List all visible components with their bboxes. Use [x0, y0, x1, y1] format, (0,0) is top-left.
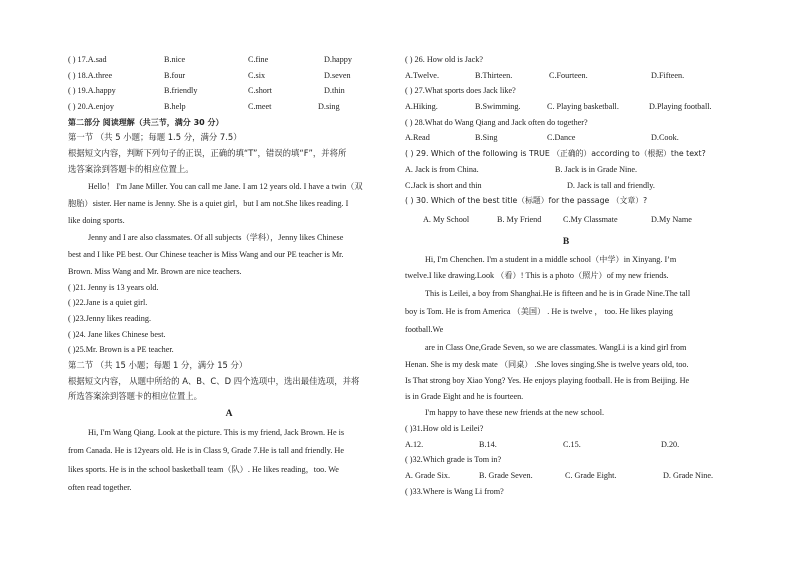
tf-question-22: ( )22.Jane is a quiet girl.: [68, 298, 148, 308]
q28-option-a: A.Read: [405, 133, 430, 143]
tf-question-23: ( )23.Jenny likes reading.: [68, 313, 151, 323]
right-column: [405, 52, 727, 499]
q29-option-b: B. Jack is in Grade Nine.: [555, 164, 638, 174]
q29-stem: ( ) 29. Which of the following is TRUE （正确的）according to（根据）the text?: [405, 149, 706, 159]
q19-stem: ( ) 19.A.happy: [68, 86, 116, 96]
tf-question-24: ( )24. Jane likes Chinese best.: [68, 329, 166, 339]
q31-option-d: D.20.: [661, 439, 680, 449]
passage1b-line-2: best and I like PE best. Our Chinese teacher is Miss Wang and our PE teacher is Mr.: [68, 249, 344, 259]
q32-option-b: B. Grade Seven.: [479, 470, 533, 480]
q27-options: [405, 99, 727, 115]
passage-a-line-3: likes sports. He is in the school basketball team（队）. He likes reading，too. We: [68, 464, 339, 474]
q31-options: [405, 437, 727, 453]
passage-b3-line-4: is in Grade Eight and he is fourteen.: [405, 391, 524, 401]
tf-question-25: ( )25.Mr. Brown is a PE teacher.: [68, 345, 174, 355]
passage-b-label: B: [562, 236, 570, 247]
q17-option-d: D.happy: [324, 55, 352, 64]
section1-instruction-2: 选答案涂到答题卡的相应位置上。: [68, 163, 194, 174]
q30-stem: ( ) 30. Which of the best title（标题）for the passage （文章）?: [405, 196, 648, 206]
q20-stem: ( ) 20.A.enjoy: [68, 102, 114, 112]
passage-b2-line-1: This is Leilei, a boy from Shanghai.He is fifteen and he is in Grade Nine.The tall: [425, 288, 691, 298]
q32-option-d: D. Grade Nine.: [663, 470, 714, 480]
section2-instruction-2: 所选答案涂到答题卡的相应位置上。: [68, 391, 202, 402]
left-column: [68, 52, 390, 498]
q17-option-c: C.fine: [248, 55, 269, 64]
q27-option-b: B.Swimming.: [475, 102, 521, 112]
passage-a-label: A: [225, 409, 233, 419]
q29-options-ab: [405, 162, 727, 178]
q28-option-c: C.Dance: [547, 133, 576, 143]
question-17: [68, 52, 390, 68]
q30-option-c: C.My Classmate: [563, 214, 618, 224]
q30-option-b: B. My Friend: [497, 214, 542, 224]
question-19: [68, 83, 390, 99]
q31-option-a: A.12.: [405, 439, 424, 449]
passage-a-line-2: from Canada. He is 12years old. He is in Class 9, Grade 7.He is tall and friendly. He: [68, 446, 344, 455]
passage-a-line-1: Hi, I'm Wang Qiang. Look at the picture. This is my friend, Jack Brown. He is: [88, 427, 345, 437]
q28-stem: ( ) 28.What do Wang Qiang and Jack often do together?: [405, 117, 588, 127]
q32-option-a: A. Grade Six.: [405, 470, 451, 480]
q19-option-c: C.short: [248, 86, 272, 96]
q31-option-b: B.14.: [479, 439, 497, 449]
section2-instruction-1: 根据短文内容， 从题中所给的 A、B、C、D 四个选项中，选出最佳选项，并将: [68, 375, 360, 386]
q27-option-d: D.Playing football.: [649, 102, 712, 112]
question-18: [68, 68, 390, 84]
q20-option-c: C.meet: [248, 102, 272, 112]
q18-option-d: D.seven: [324, 70, 351, 80]
q29-option-a: A. Jack is from China.: [405, 164, 479, 174]
passage-b3-line-1: are in Class One,Grade Seven, so we are classmates. WangLi is a kind girl from: [425, 342, 687, 352]
q32-stem: ( )32.Which grade is Tom in?: [405, 455, 502, 465]
passage1b-line-1: Jenny and I are also classmates. Of all subjects（学科），Jenny likes Chinese: [88, 232, 344, 242]
q20-option-b: B.help: [164, 102, 186, 112]
q17-option-b: B.nice: [164, 55, 186, 64]
passage-b-line-2: twelve.I like drawing.Look （看）! This is a photo（照片）of my new friends.: [405, 270, 669, 280]
q19-option-b: B.friendly: [164, 86, 198, 96]
question-20: [68, 99, 390, 115]
q17-stem: ( ) 17.A.sad: [68, 55, 107, 64]
q29-option-c: C.Jack is short and thin: [405, 180, 482, 190]
q18-option-c: C.six: [248, 70, 266, 80]
q30-options: [405, 209, 727, 227]
q20-option-d: D.sing: [318, 102, 340, 112]
passage-b4-line-1: I'm happy to have these new friends at the new school.: [425, 407, 605, 417]
q29-option-d: D. Jack is tall and friendly.: [567, 180, 655, 190]
q32-options: [405, 468, 727, 484]
q29-options-cd: [405, 178, 727, 194]
q19-option-d: D.thin: [324, 86, 345, 96]
passage-b-line-1: Hi, I'm Chenchen. I'm a student in a middle school（中学）in Xinyang. I’m: [425, 254, 677, 264]
q26-options: [405, 68, 727, 84]
q28-option-d: D.Cook.: [651, 133, 679, 143]
passage-b3-line-3: Is That strong boy Xiao Yong? Yes. He enjoys playing football. He is from Beijing. He: [405, 375, 690, 385]
passage-b2-line-2: boy is Tom. He is from America （美国） . He is twelve ， too. He likes playing: [405, 306, 673, 316]
q31-stem: ( )31.How old is Leilei?: [405, 423, 484, 433]
passage-b3-line-2: Henan. She is my desk mate （同桌） .She loves singing.She is twelve years old, too.: [405, 359, 689, 369]
q26-stem: ( ) 26. How old is Jack?: [405, 55, 483, 64]
q18-option-b: B.four: [164, 70, 186, 80]
q26-option-b: B.Thirteen.: [475, 70, 513, 80]
q33-stem: ( )33.Where is Wang Li from?: [405, 486, 504, 496]
q31-option-c: C.15.: [563, 439, 581, 449]
q30-option-a: A. My School: [423, 214, 470, 224]
passage-a-line-4: often read together.: [68, 483, 132, 492]
q32-option-c: C. Grade Eight.: [565, 470, 617, 480]
q26-option-d: D.Fifteen.: [651, 70, 685, 80]
passage1-line-3: like doing sports.: [68, 215, 125, 225]
passage1-line-1: Hello！ I'm Jane Miller. You can call me Jane. I am 12 years old. I have a twin（双: [88, 181, 363, 191]
q27-option-c: C. Playing basketball.: [547, 102, 619, 112]
q18-stem: ( ) 18.A.three: [68, 70, 113, 80]
tf-question-21: ( )21. Jenny is 13 years old.: [68, 282, 159, 292]
q30-option-d: D.My Name: [651, 214, 692, 224]
passage-b2-line-3: football.We: [405, 324, 444, 334]
section1-instruction-1: 根据短文内容，判断下列句子的正误，正确的填“T”，错误的填“F”，并将所: [68, 148, 347, 159]
passage1-line-2: 胞胎）sister. Her name is Jenny. She is a quiet girl，but I am not.She likes reading. I: [68, 198, 349, 208]
passage1b-line-3: Brown. Miss Wang and Mr. Brown are nice teachers.: [68, 266, 242, 276]
part2-title: 第二部分 阅读理解（共三节，满分 30 分）: [68, 117, 224, 127]
section2-title: 第二节 （共 15 小题；每题 1 分，满分 15 分）: [68, 359, 248, 370]
q27-option-a: A.Hiking.: [405, 102, 438, 112]
q26-option-a: A.Twelve.: [405, 70, 439, 80]
section1-title: 第一节 （共 5 小题；每题 1.5 分，满分 7.5）: [68, 132, 242, 143]
q28-options: [405, 130, 727, 146]
q27-stem: ( ) 27.What sports does Jack like?: [405, 86, 516, 96]
q26-option-c: C.Fourteen.: [549, 70, 588, 80]
q28-option-b: B.Sing: [475, 133, 498, 143]
